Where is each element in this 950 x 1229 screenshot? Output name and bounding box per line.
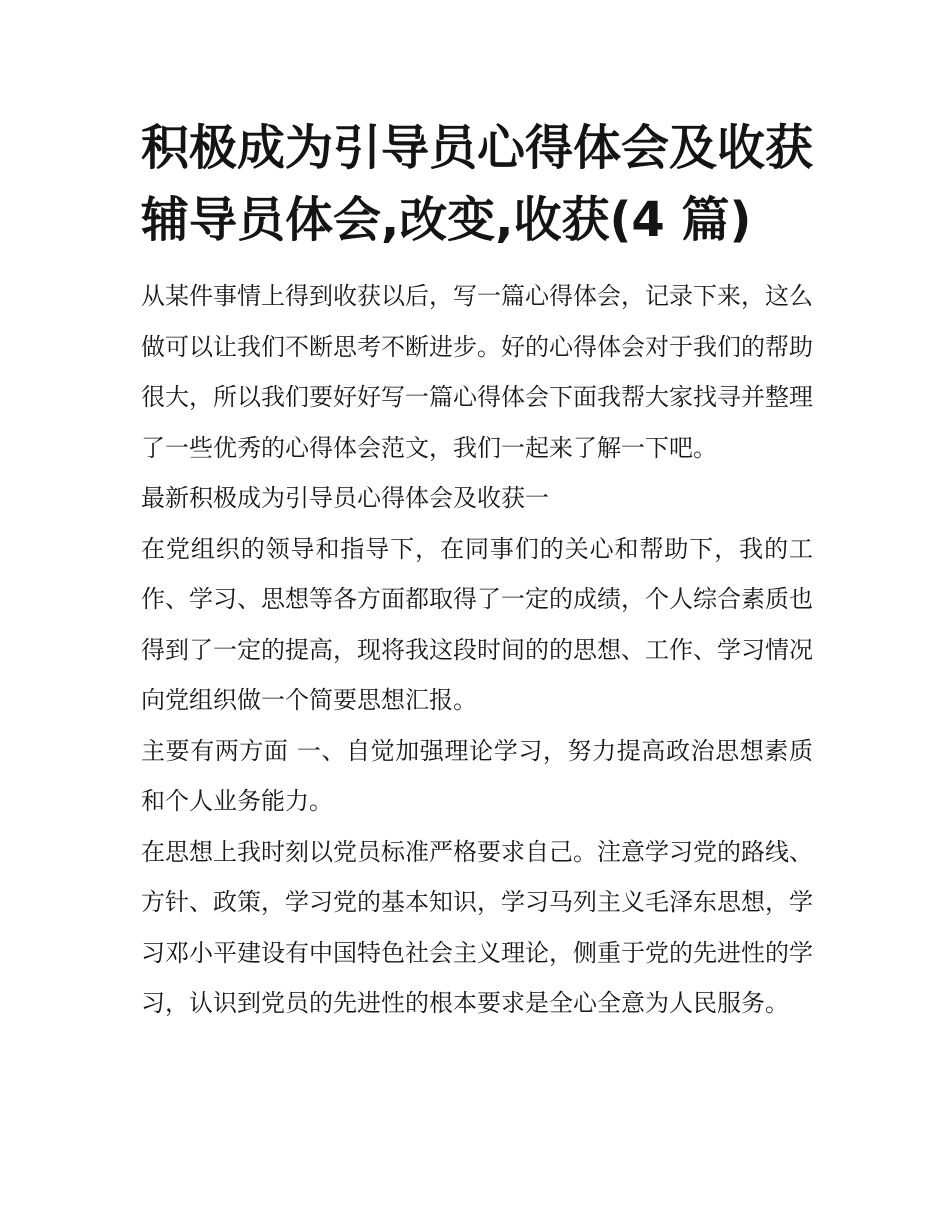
document-page bbox=[141, 112, 813, 1029]
section-heading: 最新积极成为引导员心得体会及收获一 bbox=[141, 484, 549, 512]
intro-paragraph: 从某件事情上得到收获以后，写一篇心得体会，记录下来，这么做可以让我们不断思考不断进步。好的心得体会对于我们的帮助很大，所以我们要好好写一篇心得体会下面我帮大家找寻并整理了一些优秀的心得体会范文，我们一起来了解一下吧。 bbox=[141, 282, 813, 462]
body-paragraph: 在思想上我时刻以党员标准严格要求自己。注意学习党的路线、方针、政策，学习党的基本知识，学习马列主义毛泽东思想，学习邓小平建设有中国特色社会主义理论，侧重于党的先进性的学习，认识到党员的先进性的根本要求是全心全意为人民服务。 bbox=[141, 837, 813, 1017]
body-paragraph: 主要有两方面 一、自觉加强理论学习，努力提高政治思想素质和个人业务能力。 bbox=[141, 736, 813, 815]
document-title: 积极成为引导员心得体会及收获 辅导员体会,改变,收获(4 篇) bbox=[141, 120, 814, 248]
body-paragraph: 在党组织的领导和指导下，在同事们的关心和帮助下，我的工作、学习、思想等各方面都取得了一定的成绩，个人综合素质也得到了一定的提高，现将我这段时间的的思想、工作、学习情况向党组织做一个简要思想汇报。 bbox=[141, 534, 813, 714]
document-body bbox=[141, 271, 813, 1029]
